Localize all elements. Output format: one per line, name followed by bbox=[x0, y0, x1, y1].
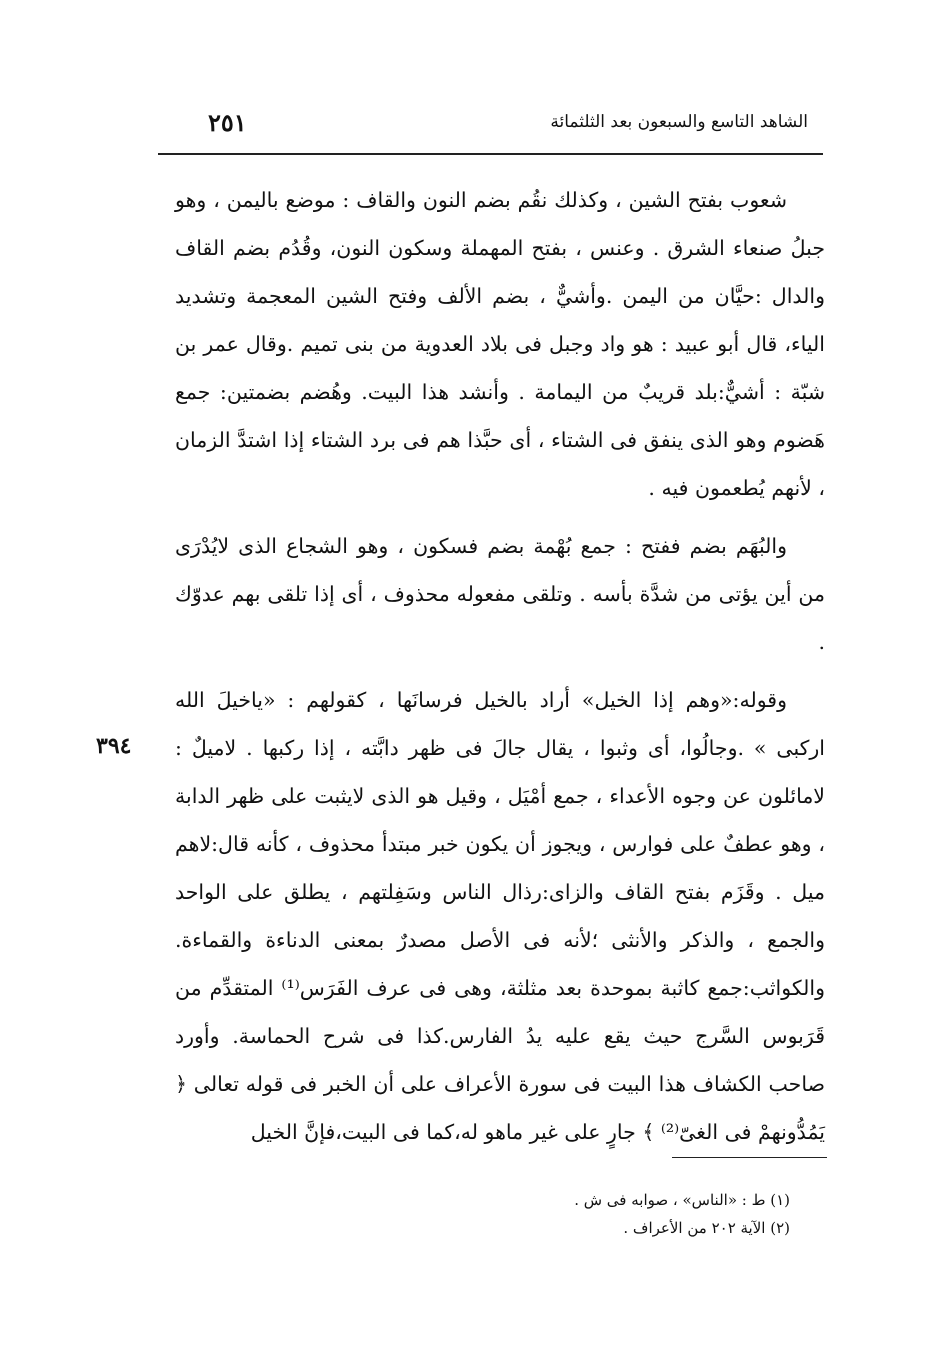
running-title: الشاهد التاسع والسبعون بعد الثلثمائة bbox=[550, 112, 808, 132]
page-number: ٢٥١ bbox=[208, 108, 247, 137]
page-header bbox=[158, 108, 808, 144]
footnotes bbox=[300, 1186, 790, 1242]
paragraph-3: وقوله:«وهم إذا الخيل» أراد بالخيل فرسانَها ، كقولهم : «ياخيلَ الله اركبى » .وجالُوا، أى وثبوا ، يقال جالَ فى ظهر دابَّته ، إذا ركبها . لاميلٌ : لامائلون عن وجوه الأعداء ، جمع أمْيَل ، وقيل هو الذى لايثبت على ظهر الدابة ، وهو عطفٌ على فوارس ، ويجوز أن يكون خبر مبتدأ محذوف ، كأنه قال:لاهم ميل . وقَزَم بفتح القاف والزاى:رذال الناس وسَفِلتهم ، يطلق على الواحد والجمع ، والذكر والأنثى ؛لأنه فى الأصل مصدرٌ بمعنى الدناءة والقماءة. والكواثب:جمع كاثبة بموحدة بعد مثلثة، وهى فى عرف الفَرَس⁽¹⁾ المتقدِّم من قَرَبوس السَّرج حيث يقع عليه يدُ الفارس.كذا فى شرح الحماسة. وأورد صاحب الكشاف هذا البيت فى سورة الأعراف على أن الخبر فى قوله تعالى ﴿ يَمُدُّونهمْ فى الغىّ⁽²⁾ ﴾ جارٍ على غير ماهو له،كما فى البيت،فإنَّ الخيل bbox=[175, 688, 825, 1144]
footnote-rule bbox=[672, 1157, 827, 1158]
body-text bbox=[175, 176, 825, 1156]
header-rule bbox=[158, 153, 823, 155]
paragraph-2: والبُهَم بضم ففتح : جمع بُهْمة بضم فسكون ، وهو الشجاع الذى لايُدْرَى من أين يؤتى من شدَّة بأسه . وتلقى مفعوله محذوف ، أى إذا تلقى بهم عدوّك . bbox=[175, 534, 825, 654]
footnote-2: (٢) الآية ٢٠٢ من الأعراف . bbox=[623, 1219, 790, 1237]
footnote-1: (١) ط : «الناس» ، صوابه فى ش . bbox=[574, 1191, 790, 1209]
margin-page-reference: ٣٩٤ bbox=[96, 733, 132, 759]
paragraph-1: شعوب بفتح الشين ، وكذلك نقُم بضم النون والقاف : موضع باليمن ، وهو جبلُ صنعاء الشرق . وعنس ، بفتح المهملة وسكون النون، وقُدُم بضم القاف والدال :حيَّان من اليمن .وأشيٌّ ، بضم الألف وفتح الشين المعجمة وتشديد الياء، قال أبو عبيد : هو واد وجبل فى بلاد العدوية من بنى تميم .وقال عمر بن شبّة : أشيٌّ:بلد قريبٌ من اليمامة . وأنشد هذا البيت. وهُضم بضمتين: جمع هَضوم وهو الذى ينفق فى الشتاء ، أى حبَّذا هم فى برد الشتاء إذا اشتدَّ الزمان ، لأنهم يُطعمون فيه . bbox=[175, 188, 825, 500]
